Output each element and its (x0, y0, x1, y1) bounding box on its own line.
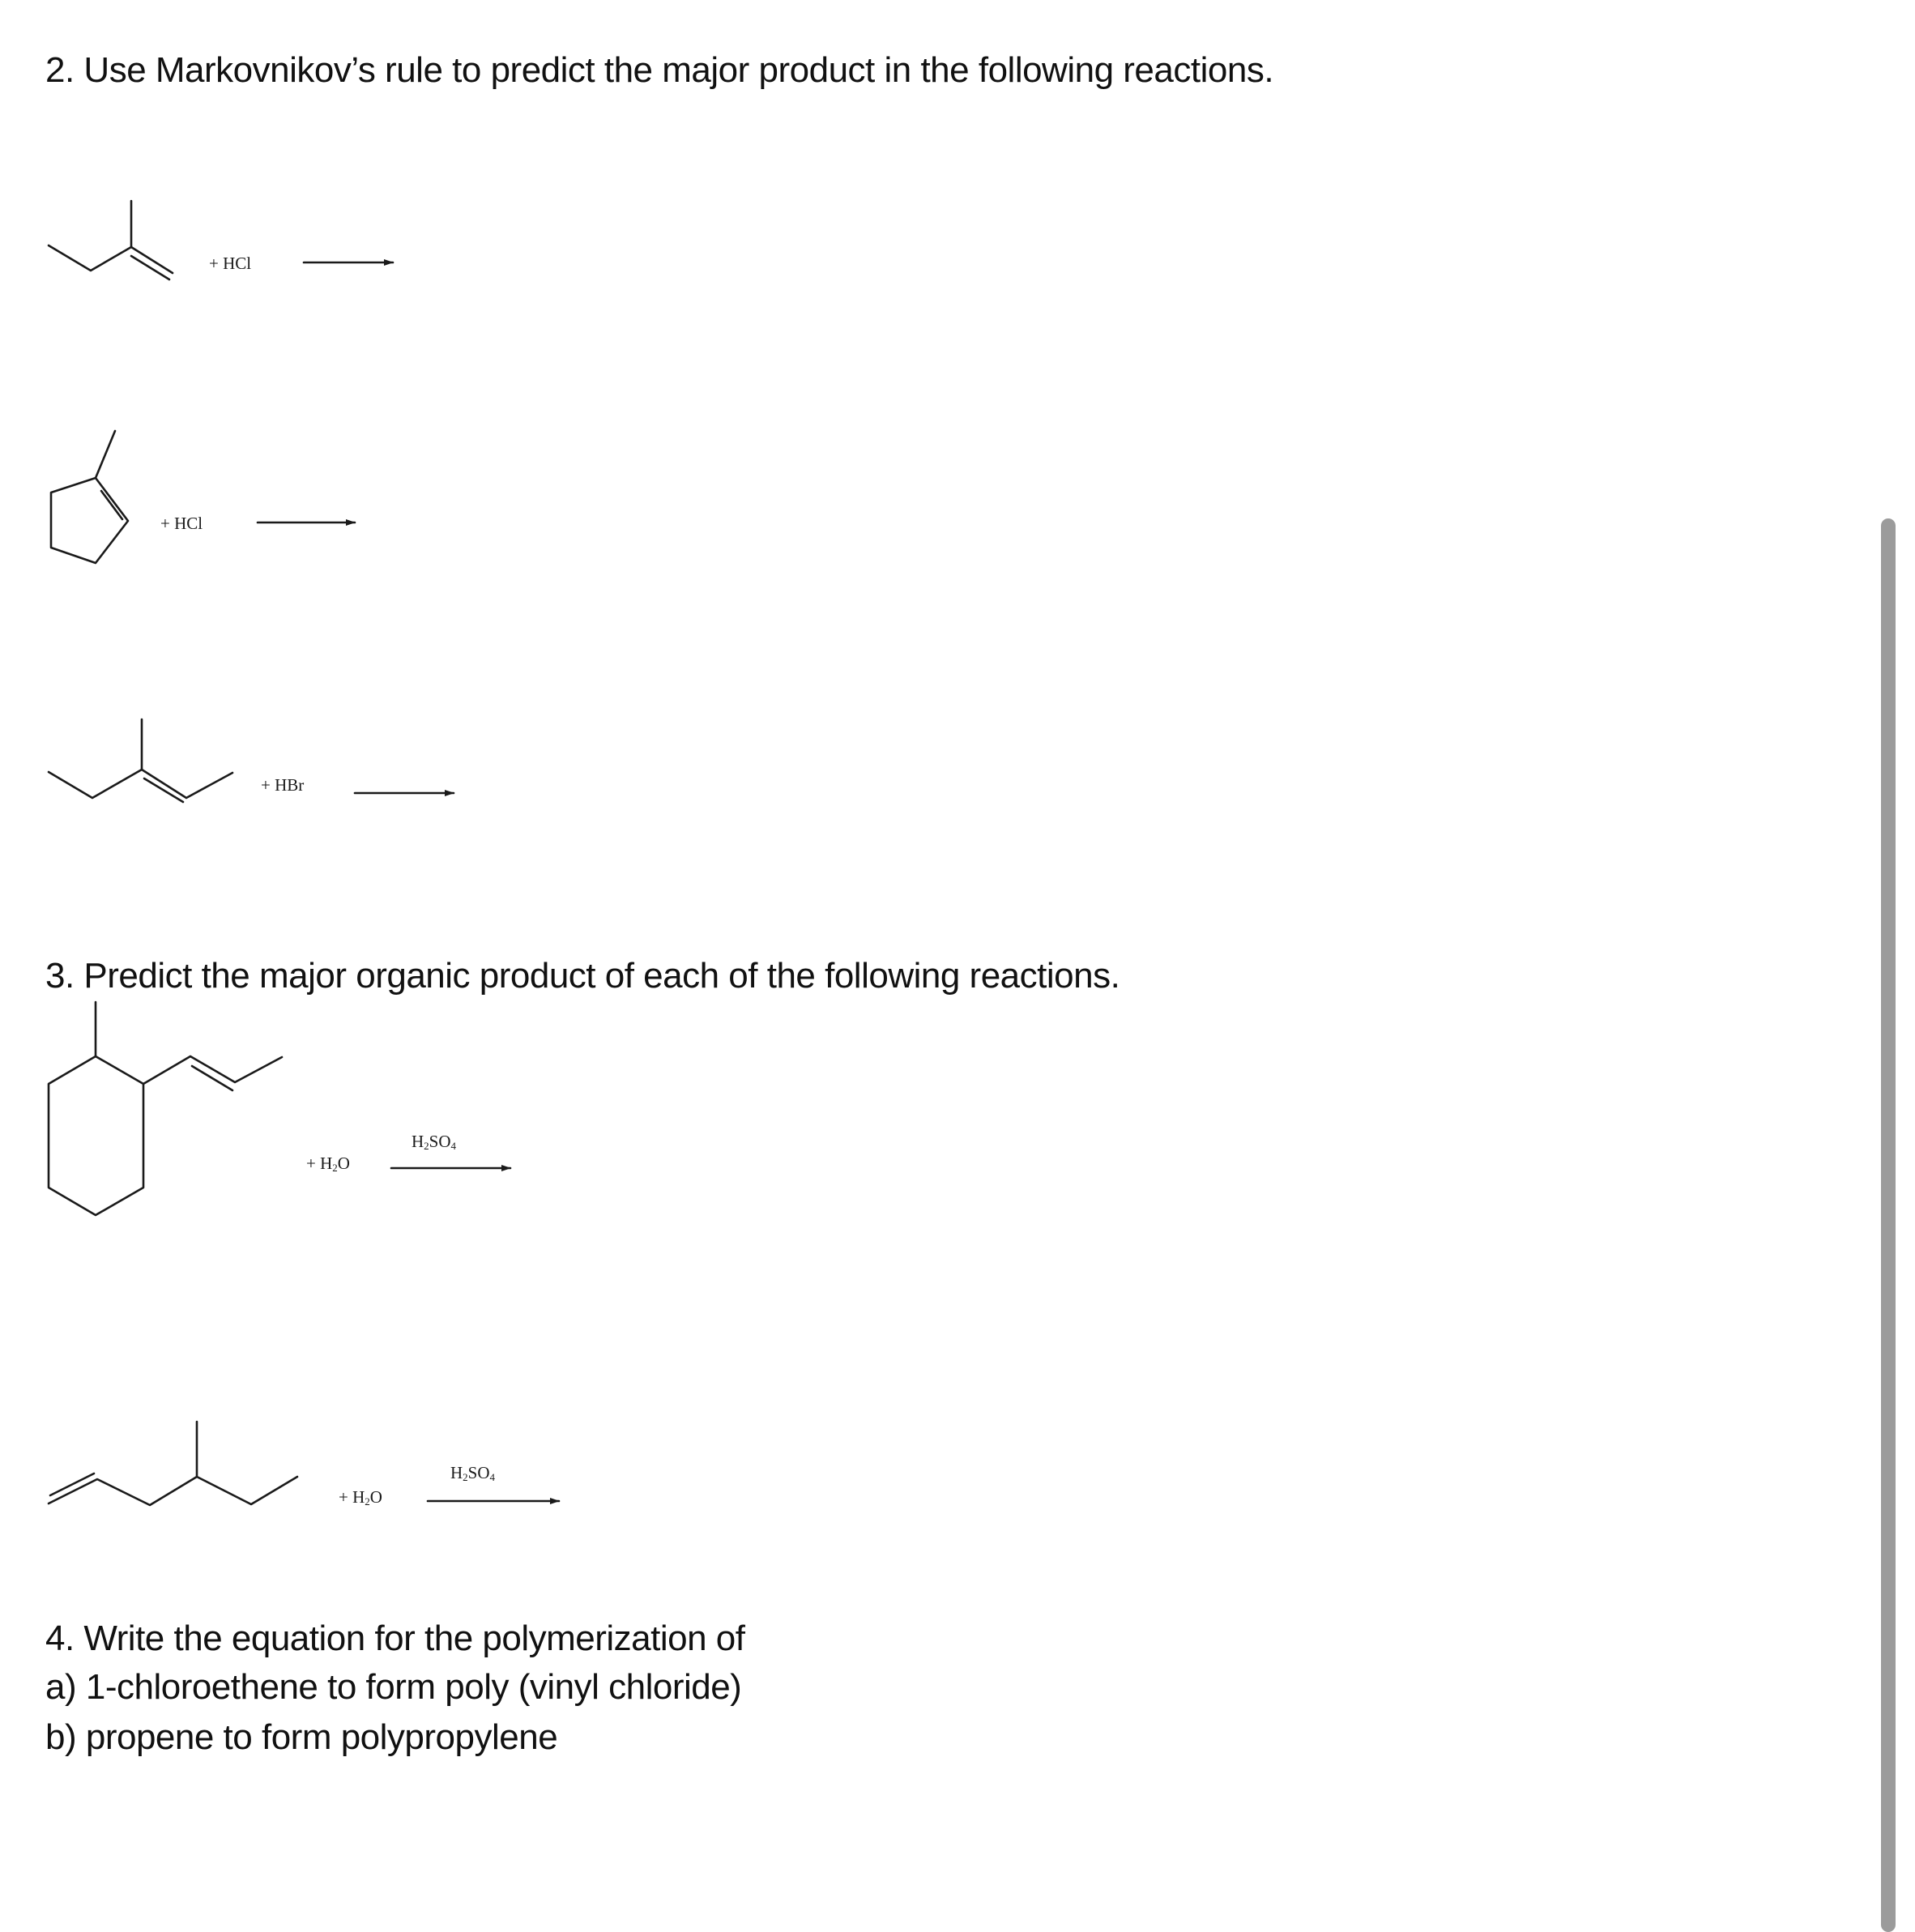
molecule-4-methyl-1-hexene (49, 1422, 297, 1505)
reaction-4-reagent: + $H_2O$ (306, 1154, 350, 1174)
molecule-2-methyl-1-butene (49, 201, 173, 279)
question-4-part-a: a) 1-chloroethene to form poly (vinyl chloride) (45, 1667, 742, 1707)
scrollbar-thumb[interactable] (1881, 518, 1896, 1932)
reaction-4-catalyst: $H_2SO_4$ (412, 1132, 457, 1152)
molecule-2-methyl-2-pentene (49, 719, 232, 802)
molecule-1-methylcyclopentene (51, 431, 128, 563)
reaction-1-reagent: + HCl (209, 254, 252, 273)
reaction-2-reagent: + HCl (160, 514, 203, 533)
reaction-3-reagent: + HBr (261, 775, 305, 795)
molecule-methylcyclohexyl-propene (49, 1002, 282, 1215)
reaction-5-reagent: + $H_2O$ (339, 1487, 382, 1508)
question-4-heading: 4. Write the equation for the polymerization of (45, 1619, 745, 1658)
question-3-heading: 3. Predict the major organic product of each of the following reactions. (45, 956, 1120, 996)
question-4-part-b: b) propene to form polypropylene (45, 1717, 558, 1757)
question-2-heading: 2. Use Markovnikov’s rule to predict the major product in the following reactions. (45, 50, 1274, 90)
reaction-5-catalyst: $H_2SO_4$ (450, 1463, 496, 1483)
